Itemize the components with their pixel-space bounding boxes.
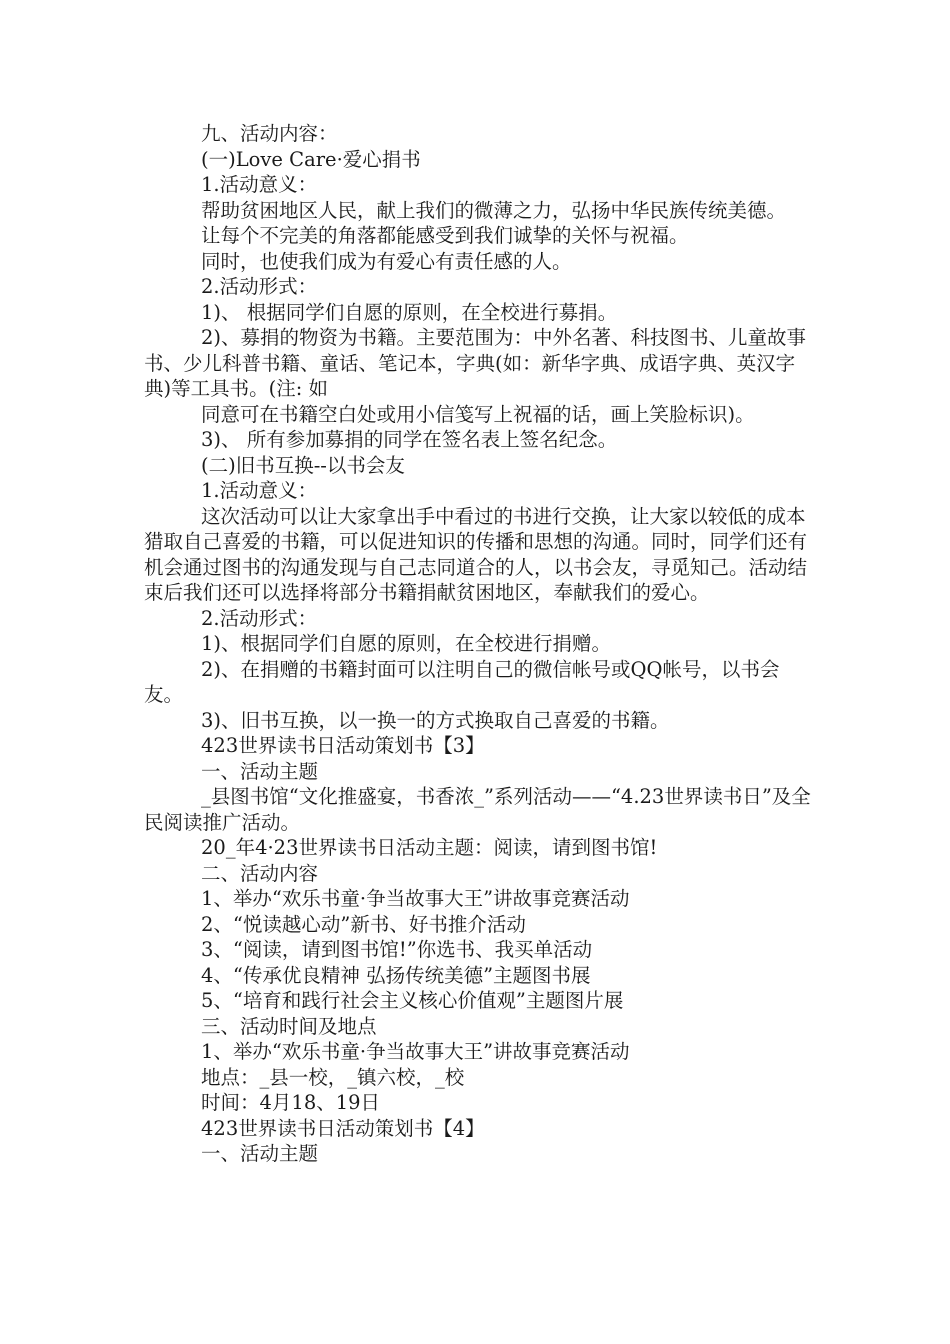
item-heading: 2.活动形式：	[201, 606, 318, 630]
item-heading: 1.活动意义：	[201, 173, 318, 196]
list-item: 5、“培育和践行社会主义核心价值观”主题图片展	[201, 989, 624, 1012]
body-paragraph: 这次活动可以让大家拿出手中看过的书进行交换，让大家以较低的成本猎取自己喜爱的书籍，可以促进知识的传播和思想的沟通。同时，同学们还有机会通过图书的沟通发现与自己志同道合的人，以书会友，寻觅知己。活动结束后我们还可以选择将部分书籍捐献贫困地区，奉献我们的爱心。	[144, 504, 808, 604]
list-item: 1)、 根据同学们自愿的原则，在全校进行募捐。	[201, 300, 618, 324]
list-item: 2)、募捐的物资为书籍。主要范围为：中外名著、科技图书、儿童故事书、少儿科普书籍、童话、笔记本，字典(如：新华字典、成语字典、英汉字典)等工具书。(注: 如	[144, 326, 807, 400]
list-item: 3)、旧书互换，以一换一的方式换取自己喜爱的书籍。	[201, 708, 670, 732]
subsection-heading: (一)Love Care·爱心捐书	[201, 147, 421, 171]
body-paragraph: 20_年4·23世界读书日活动主题：阅读，请到图书馆!	[201, 836, 658, 859]
body-paragraph: 帮助贫困地区人民，献上我们的微薄之力，弘扬中华民族传统美德。	[201, 198, 787, 222]
list-item: 4、“传承优良精神 弘扬传统美德”主题图书展	[201, 963, 591, 987]
section-heading: 一、活动主题	[201, 1142, 319, 1165]
subsection-heading: (二)旧书互换--以书会友	[201, 453, 405, 477]
list-item: 1、举办“欢乐书童·争当故事大王”讲故事竞赛活动	[201, 887, 630, 910]
list-item: 3、“阅读，请到图书馆!”你选书、我买单活动	[201, 938, 593, 961]
document-body	[144, 121, 814, 1167]
document-title: 423世界读书日活动策划书【4】	[201, 1116, 485, 1140]
list-item: 3)、 所有参加募捐的同学在签名表上签名纪念。	[201, 428, 618, 451]
item-heading: 1.活动意义：	[201, 479, 318, 502]
body-paragraph: 地点：_县一校，_镇六校，_校	[201, 1065, 465, 1089]
list-item: 1)、根据同学们自愿的原则，在全校进行捐赠。	[201, 632, 612, 655]
section-heading: 一、活动主题	[201, 759, 319, 783]
body-paragraph: 同意可在书籍空白处或用小信笺写上祝福的话，画上笑脸标识)。	[201, 402, 755, 426]
list-item: 2、“悦读越心动”新书、好书推介活动	[201, 912, 526, 936]
section-heading: 九、活动内容：	[201, 122, 338, 145]
list-item: 2)、在捐赠的书籍封面可以注明自己的微信帐号或QQ帐号，以书会友。	[144, 657, 780, 706]
body-paragraph: _县图书馆“文化推盛宴，书香浓_”系列活动——“4.23世界读书日”及全民阅读推广活动。	[144, 785, 811, 834]
section-heading: 二、活动内容	[201, 861, 319, 885]
body-paragraph: 同时，也使我们成为有爱心有责任感的人。	[201, 249, 572, 273]
list-item: 1、举办“欢乐书童·争当故事大王”讲故事竞赛活动	[201, 1040, 630, 1063]
body-paragraph: 时间：4月18、19日	[201, 1091, 381, 1114]
item-heading: 2.活动形式：	[201, 275, 318, 298]
body-paragraph: 让每个不完美的角落都能感受到我们诚挚的关怀与祝福。	[201, 224, 689, 247]
section-heading: 三、活动时间及地点	[201, 1014, 377, 1038]
document-title: 423世界读书日活动策划书【3】	[201, 734, 485, 757]
